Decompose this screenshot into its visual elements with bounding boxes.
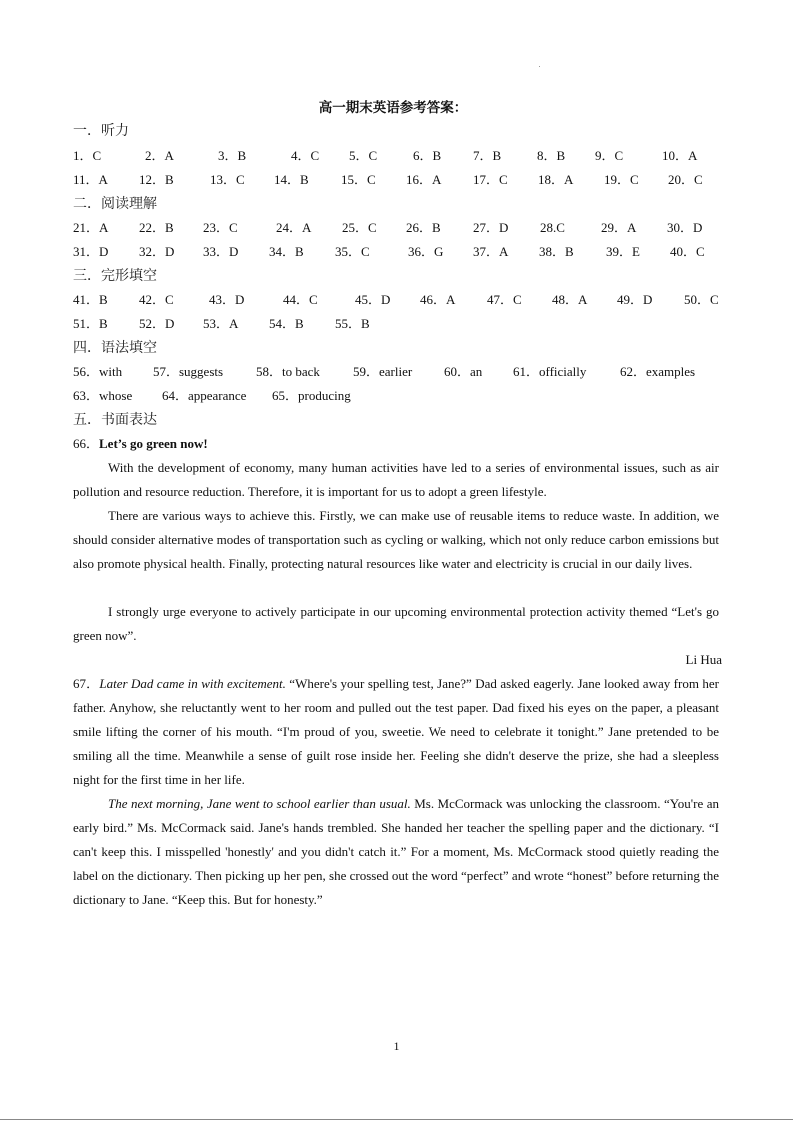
answer-item: 32．D <box>139 244 175 259</box>
essay-67-paragraph <box>73 792 719 912</box>
essay-67-text: “Where's your spelling test, Jane?” Dad asked eagerly. Jane looked away from her father. Anyhow, she reluctantly went to her room and pulled out the test paper. Dad fixed his eyes on the paper, a pleasant smile lifting the corner of his mouth. “I'm proud of you, sweetie. We need to celebrate it tonight.” Jane pretended to be smiling all the time. Meanwhile a sense of guilt rose inside her. Feeling she didn't deserve the prize, she had a sleepless night for the first time in her life. <box>73 676 719 787</box>
answer-item: 46．A <box>420 292 456 307</box>
answer-item: 34．B <box>269 244 304 259</box>
answer-item: 39．E <box>606 244 640 259</box>
answer-item: 10．A <box>662 148 698 163</box>
essay-66-paragraph: There are various ways to achieve this. Firstly, we can make use of reusable items to reduce waste. In addition, we should consider alternative modes of transportation such as cycling or walking, which not only reduce carbon emissions but also promote physical health. Finally, protecting natural resources like water and electricity is crucial in our daily lives. <box>73 508 719 571</box>
answer-item: 40．C <box>670 244 705 259</box>
answer-item: 45．D <box>355 292 391 307</box>
section-heading-reading: 二．阅读理解 <box>73 196 157 212</box>
answer-item: 63．whose <box>73 388 133 403</box>
answer-item: 23．C <box>203 220 238 235</box>
answer-item: 20．C <box>668 172 703 187</box>
answer-item: 11．A <box>73 172 108 187</box>
essay-67-lead-sentence: Later Dad came in with excitement. <box>99 676 286 691</box>
answer-item: 9．C <box>595 148 624 163</box>
answer-item: 31．D <box>73 244 109 259</box>
answer-item: 43．D <box>209 292 245 307</box>
answer-item: 21．A <box>73 220 109 235</box>
answer-item: 24．A <box>276 220 312 235</box>
essay-67-text: Ms. McCormack was unlocking the classroom. “You're an early bird.” Ms. McCormack said. Jane's hands trembled. She handed her teacher the spelling paper and the dictionary. “I can't keep this. I misspelled 'honestly' and you didn't catch it.” For a moment, Ms. McCormack stood quietly reading the label on the dictionary. Then picking up her pen, she crossed out the word “perfect” and wrote “honest” before returning the dictionary to Jane. “Keep this. But for honesty.” <box>73 796 719 907</box>
section-heading-writing: 五．书面表达 <box>73 412 157 428</box>
answer-item: 27．D <box>473 220 509 235</box>
answer-item: 58．to back <box>256 364 320 379</box>
answer-item: 57．suggests <box>153 364 224 379</box>
page-bottom-border <box>0 1119 793 1120</box>
answer-item: 3．B <box>218 148 247 163</box>
answer-item: 13．C <box>210 172 245 187</box>
essay-66-paragraph: With the development of economy, many human activities have led to a series of environmental issues, such as air pollution and resource reduction. Therefore, it is important for us to adopt a green lifestyle. <box>73 460 719 499</box>
essay-67-lead-sentence: The next morning, Jane went to school earlier than usual. <box>108 796 411 811</box>
answer-item: 30．D <box>667 220 703 235</box>
answer-item: 60．an <box>444 364 483 379</box>
answer-item: 33．D <box>203 244 239 259</box>
answer-item: 52．D <box>139 316 175 331</box>
answer-item: 17．C <box>473 172 508 187</box>
answer-item: 2．A <box>145 148 174 163</box>
essay-66-heading <box>73 432 208 456</box>
answer-item: 44．C <box>283 292 318 307</box>
answer-item: 16．A <box>406 172 442 187</box>
answer-item: 26．B <box>406 220 441 235</box>
answer-item: 22．B <box>139 220 174 235</box>
page-title: 高一期末英语参考答案： <box>318 100 468 115</box>
answer-item: 55．B <box>335 316 370 331</box>
answer-item: 35．C <box>335 244 370 259</box>
answer-item: 29．A <box>601 220 637 235</box>
answer-item: 62．examples <box>620 364 696 379</box>
answer-item: 7．B <box>473 148 502 163</box>
section-heading-grammar: 四．语法填空 <box>73 340 157 356</box>
answer-item: 47．C <box>487 292 522 307</box>
answer-item: 56．with <box>73 364 123 379</box>
answer-item: 18．A <box>538 172 574 187</box>
answer-item: 53．A <box>203 316 239 331</box>
answer-item: 38．B <box>539 244 574 259</box>
essay-67-paragraph <box>73 672 719 792</box>
answer-item: 1．C <box>73 148 102 163</box>
answer-item: 65．producing <box>272 388 351 403</box>
essay-67-number: 67． <box>73 676 100 691</box>
answer-item: 25．C <box>342 220 377 235</box>
answer-item: 8．B <box>537 148 566 163</box>
answer-item: 5．C <box>349 148 378 163</box>
essay-66-paragraph: I strongly urge everyone to actively participate in our upcoming environmental protection activity themed “Let's go green now”. <box>73 604 719 643</box>
answer-item: 37．A <box>473 244 509 259</box>
section-heading-cloze: 三．完形填空 <box>73 268 157 284</box>
answer-item: 12．B <box>139 172 174 187</box>
answer-item: 48．A <box>552 292 588 307</box>
answer-item: 50．C <box>684 292 719 307</box>
essay-66-number: 66． <box>73 436 100 451</box>
essay-66-title: Let’s go green now! <box>99 436 208 451</box>
answer-item: 36．G <box>408 244 444 259</box>
answer-item: 15．C <box>341 172 376 187</box>
answer-item: 64．appearance <box>162 388 247 403</box>
answer-item: 28.C <box>540 220 565 235</box>
page-number: 1 <box>393 1039 400 1053</box>
answer-item: 59．earlier <box>353 364 413 379</box>
essay-66-signature: Li Hua <box>685 652 722 667</box>
answer-item: 41．B <box>73 292 108 307</box>
answer-item: 42．C <box>139 292 174 307</box>
answer-item: 14．B <box>274 172 309 187</box>
answer-item: 61．officially <box>513 364 587 379</box>
answer-item: 49．D <box>617 292 653 307</box>
answer-item: 19．C <box>604 172 639 187</box>
speck <box>539 66 540 67</box>
answer-item: 6．B <box>413 148 442 163</box>
section-heading-listening: 一．听力 <box>73 123 129 139</box>
answer-item: 51．B <box>73 316 108 331</box>
answer-item: 4．C <box>291 148 320 163</box>
answer-item: 54．B <box>269 316 304 331</box>
